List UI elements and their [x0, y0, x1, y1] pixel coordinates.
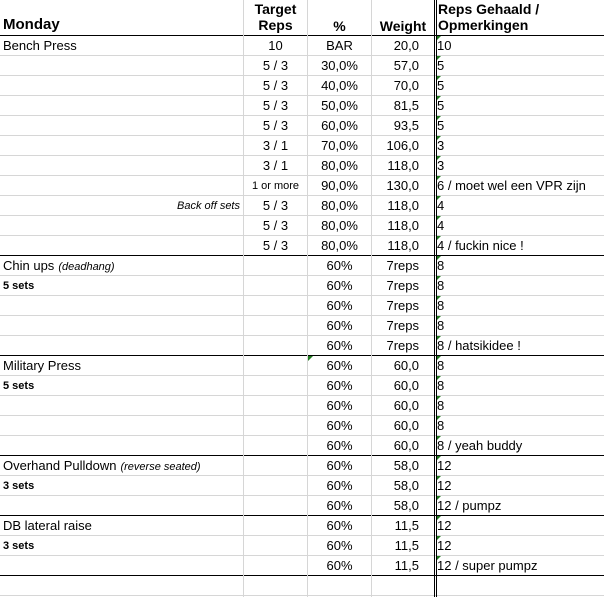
- exercise-cell[interactable]: [3, 576, 7, 597]
- exercise-cell[interactable]: [3, 216, 7, 237]
- pct-cell[interactable]: 90,0%: [321, 178, 358, 193]
- exercise-cell[interactable]: [3, 296, 7, 317]
- target-reps-cell[interactable]: 10: [268, 38, 283, 53]
- pct-cell[interactable]: 60%: [326, 438, 353, 453]
- notes-cell[interactable]: 12 / super pumpz: [437, 558, 538, 573]
- set-label: 5 sets: [3, 280, 35, 292]
- exercise-cell[interactable]: [3, 196, 7, 217]
- table-row: [0, 236, 604, 256]
- pct-cell[interactable]: 60%: [326, 378, 353, 393]
- exercise-name: Overhand Pulldown: [3, 458, 117, 473]
- notes-cell[interactable]: 4: [437, 218, 445, 233]
- exercise-cell[interactable]: [3, 416, 7, 437]
- table-row: [0, 396, 604, 416]
- table-row: [0, 116, 604, 136]
- exercise-cell[interactable]: [3, 56, 7, 77]
- table-row: [0, 276, 604, 296]
- exercise-cell[interactable]: [3, 516, 96, 537]
- table-row: [0, 316, 604, 336]
- pct-cell[interactable]: 60%: [326, 558, 353, 573]
- exercise-cell[interactable]: [3, 496, 7, 517]
- notes-cell[interactable]: 8: [437, 358, 445, 373]
- exercise-cell[interactable]: [3, 116, 7, 137]
- weight-cell[interactable]: 60,0: [393, 358, 419, 373]
- notes-cell[interactable]: 8: [437, 398, 445, 413]
- notes-cell[interactable]: 8: [437, 378, 445, 393]
- table-row: [0, 176, 604, 196]
- exercise-name: DB lateral raise: [3, 518, 92, 533]
- pct-cell[interactable]: 60,0%: [321, 118, 358, 133]
- notes-cell[interactable]: 3: [437, 158, 445, 173]
- weight-cell[interactable]: 7reps: [386, 338, 419, 353]
- notes-cell[interactable]: 8: [437, 298, 445, 313]
- notes-cell[interactable]: 10: [437, 38, 452, 53]
- weight-cell[interactable]: 70,0: [393, 78, 419, 93]
- notes-cell[interactable]: 12 / pumpz: [437, 498, 502, 513]
- notes-cell[interactable]: 8 / yeah buddy: [437, 438, 523, 453]
- column-divider: [307, 0, 308, 597]
- table-row: [0, 436, 604, 456]
- notes-cell[interactable]: 8: [437, 418, 445, 433]
- weight-cell[interactable]: 60,0: [393, 438, 419, 453]
- exercise-cell[interactable]: [3, 96, 7, 117]
- weight-cell[interactable]: 130,0: [386, 178, 419, 193]
- table-row: [0, 96, 604, 116]
- notes-cell[interactable]: 12: [437, 538, 452, 553]
- table-row: [0, 376, 604, 396]
- table-row: [0, 256, 604, 276]
- weight-cell[interactable]: 118,0: [387, 238, 419, 253]
- weight-cell[interactable]: 7reps: [386, 318, 419, 333]
- notes-cell[interactable]: 12: [437, 478, 452, 493]
- exercise-cell[interactable]: [3, 156, 7, 177]
- column-divider: [436, 0, 437, 597]
- weight-cell[interactable]: 20,0: [393, 38, 419, 53]
- pct-cell[interactable]: 60%: [326, 358, 353, 373]
- target-reps-cell[interactable]: 1 or more: [251, 180, 300, 192]
- exercise-name: Chin ups: [3, 258, 55, 273]
- table-row: [0, 36, 604, 56]
- exercise-cell[interactable]: [3, 256, 115, 277]
- pct-cell[interactable]: 60%: [326, 518, 353, 533]
- weight-cell[interactable]: 11,5: [394, 538, 419, 553]
- exercise-cell[interactable]: [3, 436, 7, 457]
- notes-cell[interactable]: 12: [437, 518, 452, 533]
- pct-cell[interactable]: 40,0%: [321, 78, 358, 93]
- table-row: [0, 456, 604, 476]
- exercise-cell[interactable]: [3, 236, 7, 257]
- pct-cell[interactable]: 60%: [326, 538, 353, 553]
- pct-cell[interactable]: 70,0%: [321, 138, 358, 153]
- exercise-cell[interactable]: [3, 356, 85, 377]
- weight-cell[interactable]: 60,0: [393, 398, 419, 413]
- table-row: [0, 496, 604, 516]
- exercise-cell[interactable]: [3, 396, 7, 417]
- weight-cell[interactable]: 7reps: [386, 278, 419, 293]
- notes-cell[interactable]: 6 / moet wel een VPR zijn: [437, 178, 586, 193]
- day-title: Monday: [3, 16, 60, 33]
- exercise-cell[interactable]: [3, 456, 201, 477]
- weight-cell[interactable]: 93,5: [393, 118, 419, 133]
- notes-cell[interactable]: 8: [437, 258, 445, 273]
- pct-cell[interactable]: 80,0%: [321, 198, 358, 213]
- notes-cell[interactable]: 5: [437, 118, 445, 133]
- exercise-cell[interactable]: [3, 76, 7, 97]
- weight-cell[interactable]: 57,0: [393, 58, 419, 73]
- target-reps-header-line2: Reps: [258, 17, 293, 33]
- weight-cell[interactable]: 60,0: [393, 418, 419, 433]
- column-divider: [434, 0, 435, 597]
- notes-cell[interactable]: 12: [437, 458, 452, 473]
- notes-cell[interactable]: 3: [437, 138, 445, 153]
- target-reps-cell[interactable]: 5 / 3: [262, 98, 289, 113]
- notes-cell[interactable]: 5: [437, 78, 445, 93]
- pct-cell[interactable]: 80,0%: [321, 218, 358, 233]
- table-row: [0, 416, 604, 436]
- pct-cell[interactable]: 60%: [326, 318, 353, 333]
- pct-cell[interactable]: 30,0%: [321, 58, 358, 73]
- exercise-cell[interactable]: [3, 176, 7, 197]
- pct-cell[interactable]: 60%: [326, 418, 353, 433]
- pct-cell[interactable]: BAR: [326, 38, 353, 53]
- weight-header: Weight: [379, 18, 427, 34]
- target-reps-cell[interactable]: 3 / 1: [262, 138, 289, 153]
- table-row: [0, 536, 604, 556]
- notes-cell[interactable]: 4: [437, 198, 445, 213]
- notes-cell[interactable]: 4 / fuckin nice !: [437, 238, 524, 253]
- weight-cell[interactable]: 118,0: [387, 158, 419, 173]
- column-divider: [371, 0, 372, 597]
- exercise-note: (reverse seated): [120, 461, 201, 473]
- pct-cell[interactable]: 60%: [326, 398, 353, 413]
- header-border: [0, 0, 604, 36]
- pct-header: %: [333, 18, 346, 34]
- weight-cell[interactable]: 58,0: [393, 498, 419, 513]
- pct-cell[interactable]: 60%: [326, 338, 353, 353]
- notes-header-line2: Opmerkingen: [438, 17, 529, 33]
- notes-cell[interactable]: 5: [437, 98, 445, 113]
- weight-cell[interactable]: 106,0: [386, 138, 419, 153]
- comment-marker-icon: [308, 356, 313, 361]
- weight-cell[interactable]: 60,0: [393, 378, 419, 393]
- weight-cell[interactable]: 81,5: [393, 98, 419, 113]
- notes-cell[interactable]: 8: [437, 318, 445, 333]
- pct-cell[interactable]: 60%: [326, 458, 353, 473]
- notes-cell[interactable]: 8 / hatsikidee !: [437, 338, 521, 353]
- exercise-name: Bench Press: [3, 38, 77, 53]
- pct-cell[interactable]: 60%: [326, 258, 353, 273]
- pct-cell[interactable]: 80,0%: [321, 158, 358, 173]
- weight-cell[interactable]: 118,0: [387, 218, 419, 233]
- table-row: [0, 476, 604, 496]
- pct-cell[interactable]: 60%: [326, 298, 353, 313]
- target-reps-cell[interactable]: 5 / 3: [262, 58, 289, 73]
- target-reps-cell[interactable]: 3 / 1: [262, 158, 289, 173]
- weight-cell[interactable]: 11,5: [394, 518, 419, 533]
- target-reps-cell[interactable]: 5 / 3: [262, 198, 289, 213]
- table-row: [0, 216, 604, 236]
- weight-cell[interactable]: 7reps: [386, 298, 419, 313]
- pct-cell[interactable]: 80,0%: [321, 238, 358, 253]
- table-row: [0, 156, 604, 176]
- exercise-cell[interactable]: [3, 136, 7, 157]
- table-row: [0, 56, 604, 76]
- exercise-note: (deadhang): [58, 261, 115, 273]
- table-row: [0, 76, 604, 96]
- table-row: [0, 296, 604, 316]
- pct-cell[interactable]: 60%: [326, 478, 353, 493]
- target-reps-header-line1: Target: [254, 1, 297, 17]
- set-label: 3 sets: [3, 540, 35, 552]
- table-row: [0, 576, 604, 596]
- pct-cell[interactable]: 60%: [326, 278, 353, 293]
- exercise-cell[interactable]: [3, 36, 81, 57]
- notes-cell[interactable]: 5: [437, 58, 445, 73]
- target-reps-cell[interactable]: 5 / 3: [262, 238, 289, 253]
- weight-cell[interactable]: 118,0: [387, 198, 419, 213]
- target-reps-cell[interactable]: 5 / 3: [262, 218, 289, 233]
- table-row: [0, 516, 604, 536]
- pct-cell[interactable]: 60%: [326, 498, 353, 513]
- table-row: [0, 556, 604, 576]
- table-row: [0, 336, 604, 356]
- notes-cell[interactable]: 8: [437, 278, 445, 293]
- set-label: Back off sets: [177, 200, 240, 212]
- weight-cell[interactable]: 58,0: [393, 458, 419, 473]
- table-row: [0, 136, 604, 156]
- exercise-cell[interactable]: [3, 316, 7, 337]
- exercise-cell[interactable]: [3, 336, 7, 357]
- notes-header-line1: Reps Gehaald /: [438, 1, 540, 17]
- weight-cell[interactable]: 7reps: [386, 258, 419, 273]
- table-row: [0, 356, 604, 376]
- set-label: 3 sets: [3, 480, 35, 492]
- exercise-cell[interactable]: [3, 556, 7, 577]
- table-row: [0, 196, 604, 216]
- weight-cell[interactable]: 58,0: [393, 478, 419, 493]
- column-divider: [243, 0, 244, 597]
- target-reps-cell[interactable]: 5 / 3: [262, 78, 289, 93]
- target-reps-cell[interactable]: 5 / 3: [262, 118, 289, 133]
- weight-cell[interactable]: 11,5: [394, 558, 419, 573]
- pct-cell[interactable]: 50,0%: [321, 98, 358, 113]
- set-label: 5 sets: [3, 380, 35, 392]
- exercise-name: Military Press: [3, 358, 82, 373]
